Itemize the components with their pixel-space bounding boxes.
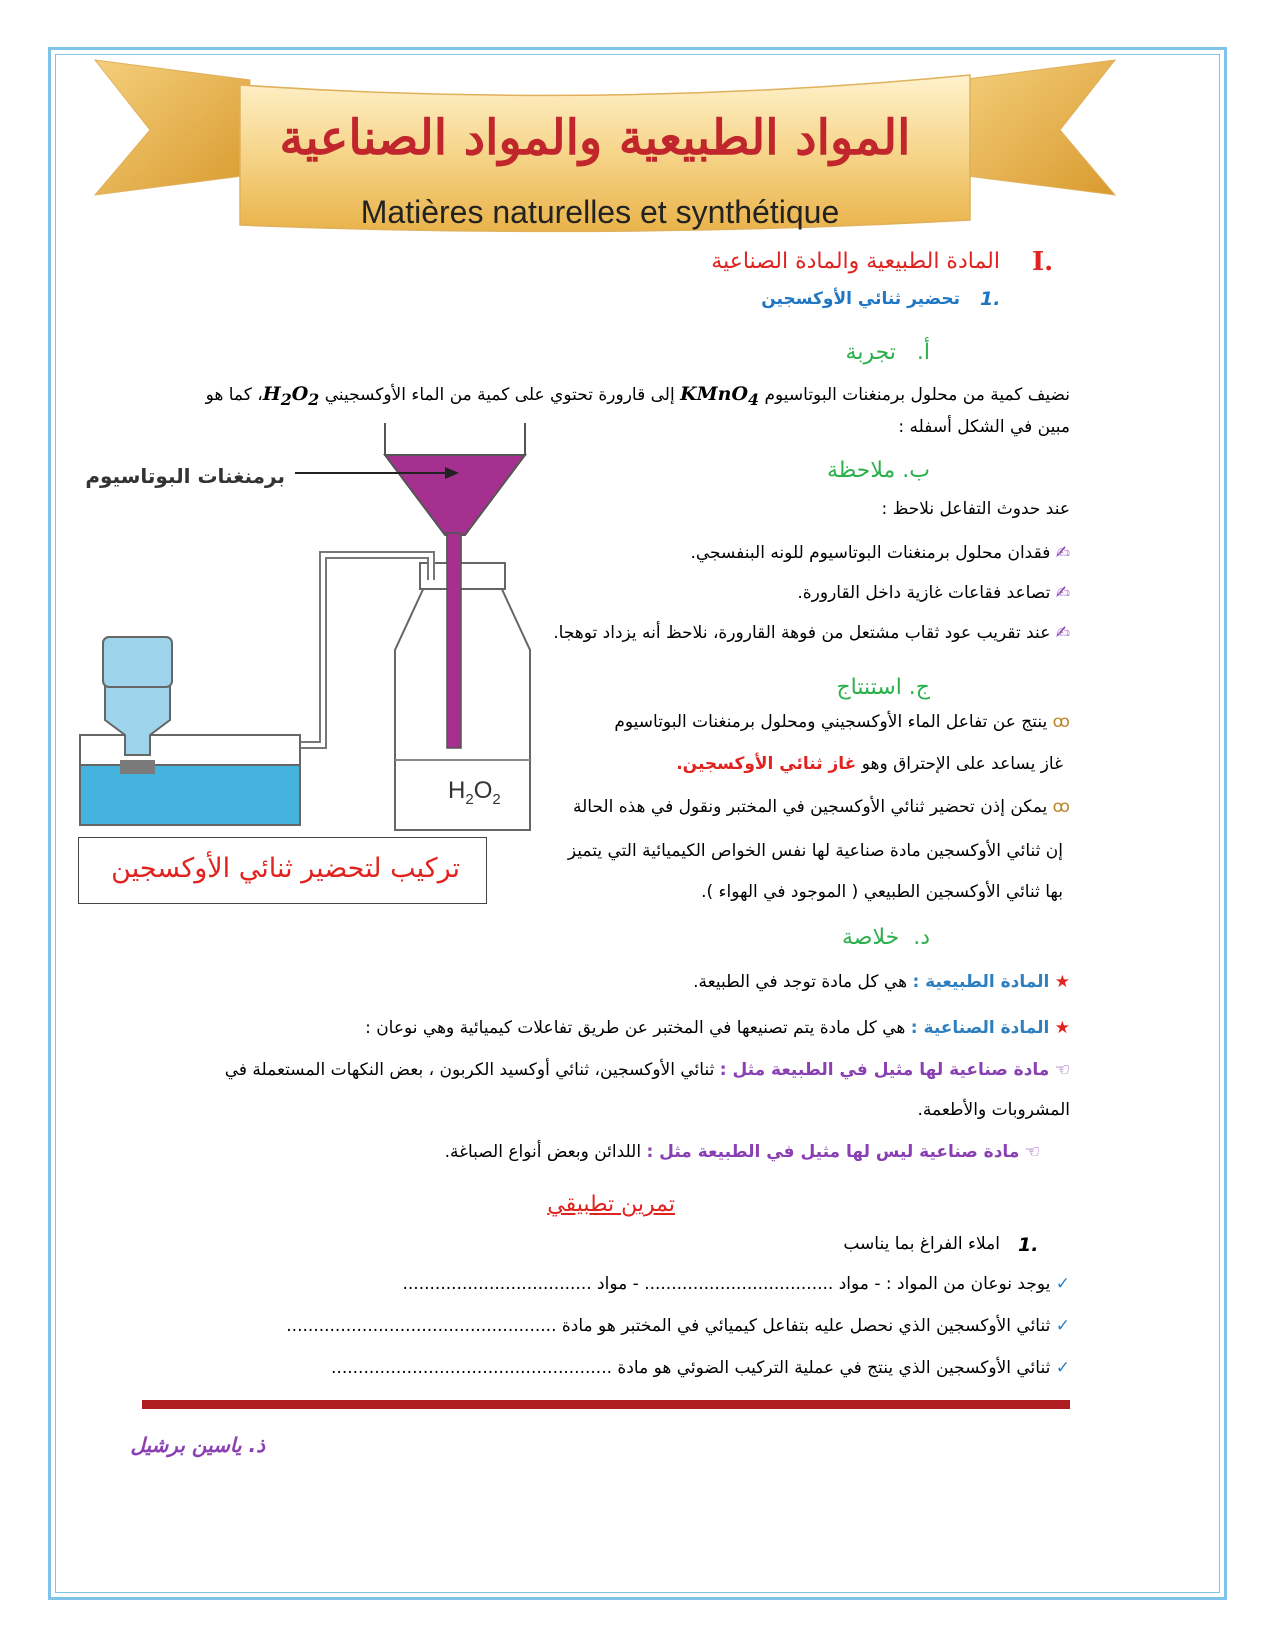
observation-intro: عند حدوث التفاعل نلاحظ :	[881, 499, 1070, 519]
synthetic-without-natural-term: مادة صناعية ليس لها مثيل في الطبيعة مثل :	[646, 1142, 1020, 1162]
summary-type1-line2: المشروبات والأطعمة.	[917, 1100, 1070, 1120]
experiment-text-line1	[135, 382, 1070, 412]
conclusion-para2-line1	[573, 795, 1070, 819]
formula-h2o2-h: H	[262, 383, 281, 405]
exercise-line1-text: يوجد نوعان من المواد :	[885, 1274, 1051, 1294]
blank-field[interactable]: ..................................................	[286, 1316, 557, 1336]
curl-bullet-icon: ꝏ	[1052, 712, 1070, 732]
exercise-question-number: 1.	[1018, 1234, 1039, 1256]
conclusion-heading: ج. استنتاج	[836, 675, 930, 700]
label-h2o2	[448, 776, 501, 815]
observation-item	[690, 541, 1070, 565]
exercise-question-text: املاء الفراغ بما يناسب	[843, 1234, 1000, 1254]
experiment-text-line2: مبين في الشكل أسفله :	[898, 417, 1070, 437]
label-h2o2-o: O	[473, 777, 493, 804]
curl-bullet-icon: ꝏ	[1052, 797, 1070, 817]
summary-type2	[445, 1140, 1040, 1164]
observation-item	[553, 621, 1070, 645]
conclusion-para1-line2-text: غاز يساعد على الإحتراق وهو	[861, 754, 1063, 774]
natural-material-term: المادة الطبيعية :	[912, 972, 1050, 992]
label-h2o2-h: H	[448, 777, 466, 804]
blank-field[interactable]: ....................................................	[331, 1358, 613, 1378]
hand-pointer-icon: ☜	[1024, 1142, 1040, 1162]
exercise-line3	[331, 1356, 1070, 1380]
subsection-title: تحضير ثنائي الأوكسجين	[761, 289, 960, 309]
formula-h2o2-sub1: 2	[280, 389, 292, 409]
blank-field[interactable]: ...................................	[644, 1274, 834, 1294]
summary-type1	[225, 1058, 1070, 1082]
author-name: ذ. ياسين برشيل	[130, 1433, 265, 1457]
observation-item-text: عند تقريب عود ثقاب مشتعل من فوهة القارورة، نلاحظ أنه يزداد توهجا.	[553, 623, 1051, 643]
conclusion-para1-line1-text: ينتج عن تفاعل الماء الأوكسجيني ومحلول برمنغنات البوتاسيوم	[614, 712, 1048, 732]
experiment-text-part3: ، كما هو	[205, 385, 263, 405]
pencil-icon: ✍	[1055, 543, 1070, 563]
exercise-line1	[403, 1272, 1071, 1296]
conclusion-para2-line3: بها ثنائي الأوكسجين الطبيعي ( الموجود في الهواء ).	[701, 882, 1063, 902]
label-h2o2-sub2: 2	[492, 790, 501, 808]
blank-field[interactable]: ...................................	[402, 1274, 592, 1294]
oxygen-gas-highlight: غاز ثنائي الأوكسجين.	[676, 754, 857, 774]
exercise-line2	[286, 1314, 1070, 1338]
summary-heading: د. خلاصة	[842, 925, 930, 950]
experiment-heading: أ. تجربة	[845, 340, 930, 365]
synthetic-material-term: المادة الصناعية :	[910, 1018, 1050, 1038]
formula-h2o2	[262, 383, 320, 409]
pencil-icon: ✍	[1055, 623, 1070, 643]
synthetic-with-natural-examples: ثنائي الأوكسجين، ثنائي أوكسيد الكربون ، بعض النكهات المستعملة في	[224, 1060, 715, 1080]
check-icon: ✓	[1055, 1358, 1070, 1378]
formula-h2o2-sub2: 2	[308, 389, 320, 409]
experiment-text-part2: إلى قارورة تحتوي على كمية من الماء الأوكسجيني	[324, 385, 675, 405]
synthetic-material-definition: هي كل مادة يتم تصنيعها في المختبر عن طريق تفاعلات كيميائية وهي نوعان :	[365, 1018, 906, 1038]
observation-item	[797, 581, 1070, 605]
natural-material-definition: هي كل مادة توجد في الطبيعة.	[693, 972, 908, 992]
star-icon: ★	[1054, 972, 1070, 992]
figure-caption: تركيب لتحضير ثنائي الأوكسجين	[111, 853, 460, 884]
label-potassium-permanganate: برمنغنات البوتاسيوم	[85, 464, 285, 488]
formula-kmno4-sub: 4	[748, 389, 760, 409]
pencil-icon: ✍	[1055, 583, 1070, 603]
formula-h2o2-o: O	[291, 383, 309, 405]
label-h2o2-sub1: 2	[465, 790, 474, 808]
check-icon: ✓	[1055, 1274, 1070, 1294]
formula-kmno4-main: KMnO	[680, 383, 749, 405]
conclusion-para2-line1-text: يمكن إذن تحضير ثنائي الأوكسجين في المختبر ونقول في هذه الحالة	[572, 797, 1048, 817]
exercise-line3-text: ثنائي الأوكسجين الذي ينتج في عملية التركيب الضوئي هو مادة	[617, 1358, 1051, 1378]
check-icon: ✓	[1055, 1316, 1070, 1336]
summary-natural	[693, 970, 1070, 994]
exercise-line2-text: ثنائي الأوكسجين الذي نحصل عليه بتفاعل كيميائي في المختبر هو مادة	[561, 1316, 1051, 1336]
observation-heading: ب. ملاحظة	[826, 458, 930, 483]
synthetic-with-natural-term: مادة صناعية لها مثيل في الطبيعة مثل :	[719, 1060, 1050, 1080]
conclusion-para2-line2: إن ثنائي الأوكسجين مادة صناعية لها نفس الخواص الكيميائية التي يتميز	[567, 841, 1063, 861]
exercise-heading: تمرين تطبيقي	[547, 1192, 675, 1217]
footer-bar	[142, 1400, 1070, 1409]
exercise-line1-type-b: - مواد	[597, 1274, 639, 1294]
synthetic-without-natural-examples: اللدائن وبعض أنواع الصباغة.	[444, 1142, 642, 1162]
banner-title-arabic: المواد الطبيعية والمواد الصناعية	[279, 110, 911, 166]
hand-pointer-icon: ☜	[1054, 1060, 1070, 1080]
star-icon: ★	[1054, 1018, 1070, 1038]
section-number: I.	[1032, 247, 1054, 277]
conclusion-para1-line2	[676, 752, 1063, 776]
section-title: المادة الطبيعية والمادة الصناعية	[711, 249, 1000, 274]
exercise-line1-type-a: - مواد	[838, 1274, 881, 1294]
experiment-text-part1: نضيف كمية من محلول برمنغنات البوتاسيوم	[764, 385, 1070, 405]
formula-kmno4	[680, 383, 760, 409]
observation-item-text: تصاعد فقاعات غازية داخل القارورة.	[797, 583, 1051, 603]
banner-title-french: Matières naturelles et synthétique	[360, 194, 840, 230]
observation-item-text: فقدان محلول برمنغنات البوتاسيوم للونه البنفسجي.	[690, 543, 1051, 563]
subsection-number: 1.	[980, 288, 1001, 310]
summary-synthetic	[365, 1016, 1070, 1040]
conclusion-para1-line1	[614, 710, 1070, 734]
